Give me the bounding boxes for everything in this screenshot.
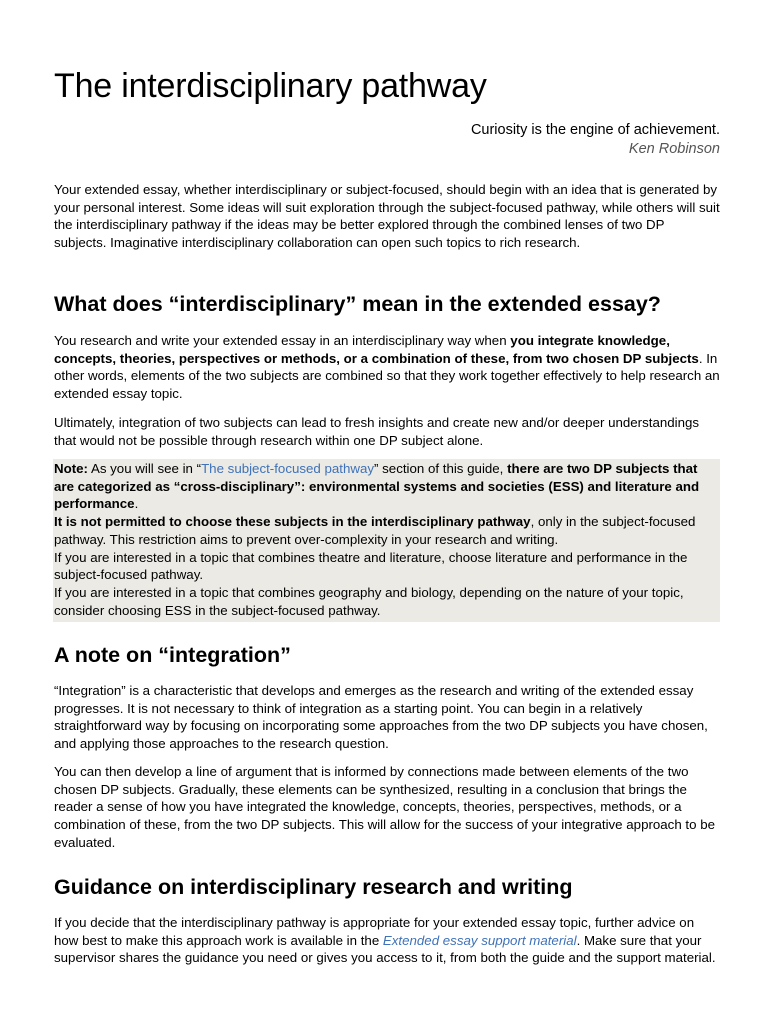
s1-p1-bold: you integrate knowledge, concepts, theories, perspectives or methods, or a combination of these, from two chosen DP subjects — [54, 333, 699, 366]
section3-paragraph-1 — [54, 914, 720, 967]
note-theatre: If you are interested in a topic that combines theatre and literature, choose literature and performance in the subject-focused pathway. — [54, 549, 688, 583]
epigraph — [471, 121, 720, 159]
s2-p2: You can then develop a line of argument that is informed by connections made between elements of the two chosen DP subjects. Gradually, these elements can be synthesized, resulting in a conclusion that brings the reader a sense of how you have integrated the knowledge, concepts, theories, perspectives, methods, or a combination of these, from the two DP subjects. This will allow for the success of your integrative approach to be evaluated. — [54, 764, 715, 850]
section1-paragraph-1 — [54, 332, 720, 403]
s1-p1-end: . In other words, elements of the two subjects are combined so that they work together effectively to help research an extended essay topic. — [54, 350, 720, 402]
s1-p2: Ultimately, integration of two subjects can lead to fresh insights and create new and/or deeper understandings that would not be possible through research within one DP subject alone. — [54, 415, 700, 448]
section1-paragraph-2 — [54, 414, 720, 449]
section-integration — [54, 642, 720, 668]
s1-p1-start: You research and write your extended essay in an interdisciplinary way when — [54, 333, 511, 348]
epigraph-quote: Curiosity is the engine of achievement. — [470, 122, 720, 138]
note-bold-statement: there are two DP subjects that are categorized as “cross-disciplinary”: environmental systems and societies (ESS) and literature and performance — [54, 461, 700, 512]
support-material-link[interactable]: Extended essay support material — [382, 932, 577, 948]
note-box — [53, 459, 720, 622]
s3-p1-end: . Make sure that your supervisor shares the guidance you need or gives you access to it, from both the guide and the support material. — [54, 932, 716, 966]
s3-p1-start: If you decide that the interdisciplinary pathway is appropriate for your extended essay topic, further advice on how best to make this approach work is available in the — [54, 915, 695, 948]
section2-paragraph-1 — [54, 682, 720, 753]
section-heading-guidance: Guidance on interdisciplinary research and writing — [54, 875, 573, 899]
section-interdisciplinary-meaning — [54, 291, 720, 317]
note-intro-text: As you will see in “ — [87, 461, 202, 476]
note-geography: If you are interested in a topic that combines geography and biology, depending on the nature of your topic, consider choosing ESS in the subject-focused pathway. — [54, 584, 684, 618]
s2-p1: “Integration” is a characteristic that develops and emerges as the research and writing of the extended essay progresses. It is not necessary to think of integration as a starting point. You can begin in a relatively straightforward way by focusing on incorporating some approaches from the two DP subjects you have chosen, and applying those approaches to the research question. — [54, 683, 708, 752]
section-heading-interdisciplinary: What does “interdisciplinary” mean in the extended essay? — [54, 292, 661, 316]
page-title: The interdisciplinary pathway — [54, 67, 487, 105]
section-heading-integration: A note on “integration” — [54, 643, 291, 667]
note-not-permitted-rest: , only in the subject-focused pathway. This restriction aims to prevent over-complexity in your research and writing. — [54, 514, 696, 547]
note-after-link: ” section of this guide, — [374, 461, 508, 476]
subject-focused-pathway-link[interactable]: The subject-focused pathway — [201, 461, 375, 476]
note-label: Note: — [54, 461, 88, 476]
section2-paragraph-2 — [54, 763, 720, 852]
intro-block — [54, 181, 720, 252]
intro-paragraph: Your extended essay, whether interdisciplinary or subject-focused, should begin with an idea that is generated by your personal interest. Some ideas will suit exploration through the subject-focused pathway, while others will suit the interdisciplinary pathway if the ideas may be better explored through the combined lenses of two DP subjects. Imaginative interdisciplinary collaboration can open such topics to rich research. — [54, 182, 720, 251]
epigraph-author: Ken Robinson — [628, 141, 720, 157]
section-guidance — [54, 874, 720, 900]
note-not-permitted: It is not permitted to choose these subjects in the interdisciplinary pathway — [54, 514, 531, 530]
note-period: . — [134, 496, 139, 512]
